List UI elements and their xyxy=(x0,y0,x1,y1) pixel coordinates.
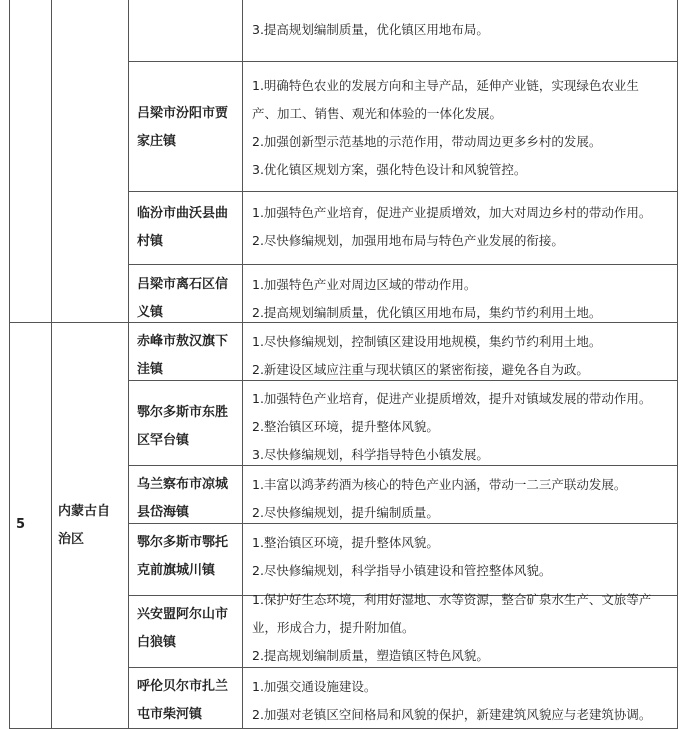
measure-line: 1.丰富以鸿茅药酒为核心的特色产业内涵，带动一二三产联动发展。 xyxy=(252,477,627,492)
measure-line: 1.加强特色产业培育，促进产业提质增效，加大对周边乡村的带动作用。 xyxy=(252,205,652,220)
measure-line: 2.提高规划编制质量，优化镇区用地布局，集约节约利用土地。 xyxy=(252,305,602,320)
measure-cell xyxy=(252,16,489,44)
measure-line: 2.尽快修编规划，加强用地布局与特色产业发展的衔接。 xyxy=(252,233,564,248)
measure-line: 2.整治镇区环境，提升整体风貌。 xyxy=(252,419,439,434)
town-name: 临汾市曲沃县曲 xyxy=(137,206,229,221)
town-cell xyxy=(137,100,237,156)
column-divider-town xyxy=(242,0,243,729)
town-name: 义镇 xyxy=(137,305,164,320)
town-cell xyxy=(137,328,237,384)
province-name: 治区 xyxy=(58,532,85,547)
measure-line: 3.提高规划编制质量，优化镇区用地布局。 xyxy=(252,22,489,37)
measure-cell xyxy=(252,271,601,327)
town-name: 家庄镇 xyxy=(137,134,177,149)
town-name: 兴安盟阿尔山市 xyxy=(137,607,229,622)
table-border-right xyxy=(677,0,678,729)
measure-cell xyxy=(252,471,626,527)
measure-line: 1.明确特色农业的发展方向和主导产品，延伸产业链，实现绿色农业生 xyxy=(252,78,639,93)
measure-line: 3.优化镇区规划方案，强化特色设计和风貌管控。 xyxy=(252,162,527,177)
measure-line: 1.加强特色产业对周边区域的带动作用。 xyxy=(252,277,477,292)
measure-line: 2.提高规划编制质量，塑造镇区特色风貌。 xyxy=(252,648,489,663)
town-cell xyxy=(137,399,237,455)
town-name: 鄂尔多斯市鄂托 xyxy=(137,535,229,550)
measure-line: 2.新建设区域应注重与现状镇区的紧密衔接，避免各自为政。 xyxy=(252,362,589,377)
town-cell xyxy=(137,471,237,527)
measure-line: 2.尽快修编规划，提升编制质量。 xyxy=(252,505,439,520)
measure-line: 1.加强交通设施建设。 xyxy=(252,679,377,694)
measure-line: 1.保护好生态环境，利用好湿地、水等资源，整合矿泉水生产、文旅等产 xyxy=(252,592,652,607)
town-name: 村镇 xyxy=(137,234,164,249)
town-cell xyxy=(137,601,237,657)
measure-cell xyxy=(252,529,551,585)
measure-line: 业，形成合力，提升附加值。 xyxy=(252,620,415,635)
town-name: 吕梁市离石区信 xyxy=(137,277,229,292)
measure-line: 1.加强特色产业培育，促进产业提质增效，提升对镇域发展的带动作用。 xyxy=(252,391,652,406)
measure-cell xyxy=(252,72,639,184)
measure-cell xyxy=(252,199,651,255)
town-cell xyxy=(137,529,237,585)
row-divider xyxy=(128,61,678,62)
town-name: 克前旗城川镇 xyxy=(137,563,216,578)
measure-line: 1.尽快修编规划，控制镇区建设用地规模，集约节约利用土地。 xyxy=(252,334,602,349)
town-name: 吕梁市汾阳市贾 xyxy=(137,106,229,121)
town-name: 乌兰察布市凉城 xyxy=(137,477,229,492)
measure-line: 1.整治镇区环境，提升整体风貌。 xyxy=(252,535,439,550)
town-name: 洼镇 xyxy=(137,362,164,377)
table-border-left xyxy=(9,0,10,729)
measure-line: 3.尽快修编规划，科学指导特色小镇发展。 xyxy=(252,447,489,462)
measure-cell xyxy=(252,586,651,670)
town-name: 鄂尔多斯市东胜 xyxy=(137,405,229,420)
province-cell xyxy=(58,498,128,554)
measure-line: 2.加强对老镇区空间格局和风貌的保护，新建建筑风貌应与老建筑协调。 xyxy=(252,707,652,722)
measure-cell xyxy=(252,673,651,729)
row-number: 5 xyxy=(16,517,26,532)
town-cell xyxy=(137,271,237,327)
measure-line: 产、加工、销售、观光和体验的一体化发展。 xyxy=(252,106,503,121)
row-divider xyxy=(128,191,678,192)
measure-cell xyxy=(252,385,651,469)
town-cell xyxy=(137,200,237,256)
town-name: 区罕台镇 xyxy=(137,433,190,448)
column-divider-province xyxy=(128,0,129,729)
town-name: 屯市柴河镇 xyxy=(137,707,203,722)
column-divider-no xyxy=(51,0,52,729)
town-name: 呼伦贝尔市扎兰 xyxy=(137,679,229,694)
measure-line: 2.加强创新型示范基地的示范作用，带动周边更多乡村的发展。 xyxy=(252,134,602,149)
row-divider xyxy=(128,264,678,265)
town-cell xyxy=(137,673,237,729)
province-name: 内蒙古自 xyxy=(58,504,111,519)
town-name: 赤峰市敖汉旗下 xyxy=(137,334,229,349)
town-name: 县岱海镇 xyxy=(137,505,190,520)
measure-line: 2.尽快修编规划，科学指导小镇建设和管控整体风貌。 xyxy=(252,563,552,578)
measure-cell xyxy=(252,328,601,384)
town-name: 白狼镇 xyxy=(137,635,177,650)
